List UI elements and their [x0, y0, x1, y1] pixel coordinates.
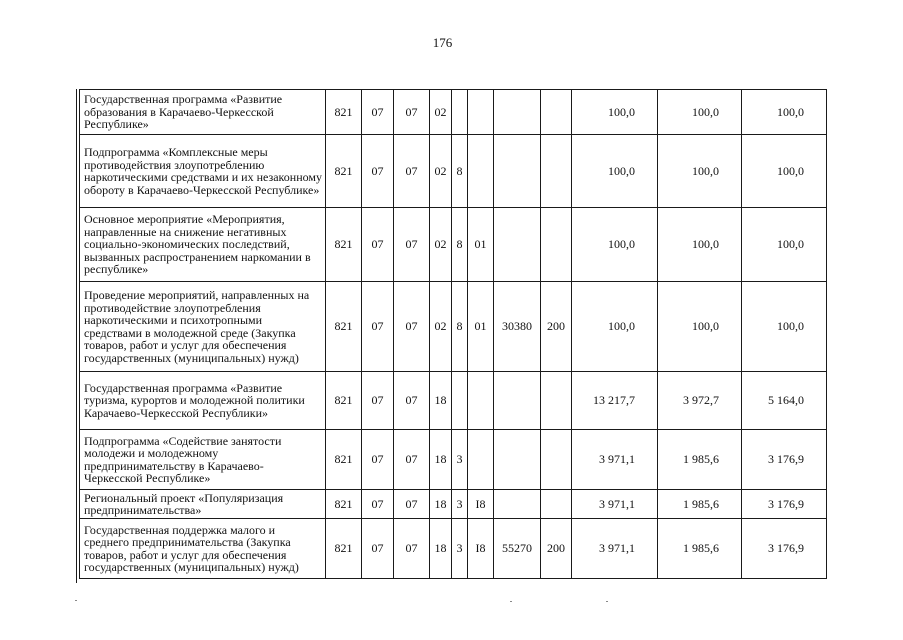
row-subsection-code: 07 [394, 372, 430, 430]
row-direction-code [494, 372, 541, 430]
row-sum-year-1: 3 971,1 [572, 490, 658, 519]
row-direction-code [494, 430, 541, 490]
row-sum-year-3: 100,0 [742, 90, 827, 135]
row-section-code: 07 [362, 490, 394, 519]
row-subsection-code: 07 [394, 135, 430, 208]
row-ministry-code: 821 [326, 282, 362, 372]
row-program-code: 18 [430, 490, 452, 519]
row-direction-code [494, 90, 541, 135]
row-name: Основное мероприятие «Мероприятия, направленные на снижение негативных социально-экономических последствий, вызванных распространением наркомании в республике» [80, 208, 326, 282]
row-event-code: I8 [468, 490, 494, 519]
row-ministry-code: 821 [326, 135, 362, 208]
table-row [80, 430, 827, 490]
row-sum-year-3: 5 164,0 [742, 372, 827, 430]
row-section-code: 07 [362, 135, 394, 208]
row-expense-type-code: 200 [541, 282, 572, 372]
row-section-code: 07 [362, 372, 394, 430]
row-subprogram-code: 3 [452, 519, 468, 579]
row-ministry-code: 821 [326, 519, 362, 579]
row-expense-type-code [541, 208, 572, 282]
row-event-code [468, 372, 494, 430]
row-subsection-code: 07 [394, 430, 430, 490]
row-sum-year-2: 3 972,7 [658, 372, 742, 430]
row-ministry-code: 821 [326, 90, 362, 135]
row-program-code: 18 [430, 372, 452, 430]
row-direction-code: 30380 [494, 282, 541, 372]
row-event-code: 01 [468, 208, 494, 282]
row-sum-year-1: 3 971,1 [572, 430, 658, 490]
row-name: Региональный проект «Популяризация предпринимательства» [80, 490, 326, 519]
row-ministry-code: 821 [326, 208, 362, 282]
row-name: Государственная программа «Развитие образования в Карачаево-Черкесской Республике» [80, 90, 326, 135]
row-expense-type-code: 200 [541, 519, 572, 579]
row-sum-year-2: 100,0 [658, 208, 742, 282]
row-ministry-code: 821 [326, 490, 362, 519]
scan-speck [510, 601, 512, 602]
table-row [80, 208, 827, 282]
row-program-code: 02 [430, 208, 452, 282]
row-subsection-code: 07 [394, 282, 430, 372]
row-section-code: 07 [362, 282, 394, 372]
row-program-code: 02 [430, 135, 452, 208]
row-sum-year-3: 3 176,9 [742, 519, 827, 579]
row-program-code: 02 [430, 90, 452, 135]
row-direction-code [494, 490, 541, 519]
scan-speck [75, 600, 77, 601]
row-program-code: 02 [430, 282, 452, 372]
left-margin-rule [76, 89, 77, 583]
row-expense-type-code [541, 430, 572, 490]
table-body [80, 90, 827, 579]
row-event-code: 01 [468, 282, 494, 372]
table-row [80, 90, 827, 135]
page-number: 176 [432, 35, 453, 50]
budget-table [79, 89, 827, 579]
row-subsection-code: 07 [394, 208, 430, 282]
row-expense-type-code [541, 135, 572, 208]
row-subprogram-code: 8 [452, 135, 468, 208]
row-sum-year-3: 3 176,9 [742, 430, 827, 490]
row-sum-year-2: 100,0 [658, 135, 742, 208]
row-subsection-code: 07 [394, 519, 430, 579]
row-name: Государственная программа «Развитие туризма, курортов и молодежной политики Карачаево-Черкесской Республики» [80, 372, 326, 430]
scan-speck [606, 601, 608, 602]
row-subsection-code: 07 [394, 90, 430, 135]
row-program-code: 18 [430, 430, 452, 490]
row-direction-code [494, 135, 541, 208]
row-subprogram-code [452, 372, 468, 430]
row-sum-year-2: 1 985,6 [658, 519, 742, 579]
row-subprogram-code: 8 [452, 282, 468, 372]
row-event-code: I8 [468, 519, 494, 579]
row-expense-type-code [541, 490, 572, 519]
row-name: Подпрограмма «Комплексные меры противодействия злоупотреблению наркотическими средствами и их незаконному обороту в Карачаево-Черкесской Республике» [80, 135, 326, 208]
row-program-code: 18 [430, 519, 452, 579]
row-name: Подпрограмма «Содействие занятости молодежи и молодежному предпринимательству в Карачаево-Черкесской Республике» [80, 430, 326, 490]
table-row [80, 519, 827, 579]
row-event-code [468, 90, 494, 135]
row-section-code: 07 [362, 90, 394, 135]
row-sum-year-3: 100,0 [742, 208, 827, 282]
row-sum-year-1: 100,0 [572, 282, 658, 372]
row-direction-code: 55270 [494, 519, 541, 579]
row-sum-year-1: 100,0 [572, 90, 658, 135]
row-direction-code [494, 208, 541, 282]
row-sum-year-1: 100,0 [572, 135, 658, 208]
row-sum-year-3: 100,0 [742, 282, 827, 372]
row-subsection-code: 07 [394, 490, 430, 519]
table-row [80, 490, 827, 519]
row-subprogram-code: 3 [452, 430, 468, 490]
table-row [80, 282, 827, 372]
row-subprogram-code [452, 90, 468, 135]
table-row [80, 372, 827, 430]
row-expense-type-code [541, 90, 572, 135]
row-sum-year-2: 100,0 [658, 90, 742, 135]
row-section-code: 07 [362, 430, 394, 490]
row-sum-year-1: 13 217,7 [572, 372, 658, 430]
row-name: Государственная поддержка малого и среднего предпринимательства (Закупка товаров, работ и услуг для обеспечения государственных (муниципальных) нужд) [80, 519, 326, 579]
row-sum-year-1: 100,0 [572, 208, 658, 282]
row-sum-year-3: 3 176,9 [742, 490, 827, 519]
row-expense-type-code [541, 372, 572, 430]
row-sum-year-2: 1 985,6 [658, 490, 742, 519]
row-event-code [468, 430, 494, 490]
row-sum-year-2: 1 985,6 [658, 430, 742, 490]
row-subprogram-code: 3 [452, 490, 468, 519]
row-ministry-code: 821 [326, 430, 362, 490]
row-event-code [468, 135, 494, 208]
row-section-code: 07 [362, 519, 394, 579]
row-sum-year-3: 100,0 [742, 135, 827, 208]
row-ministry-code: 821 [326, 372, 362, 430]
row-name: Проведение мероприятий, направленных на противодействие злоупотребления наркотическими и психотропными средствами в молодежной среде (Закупка товаров, работ и услуг для обеспечения государственных (муниципальных) нужд) [80, 282, 326, 372]
row-sum-year-1: 3 971,1 [572, 519, 658, 579]
table-row [80, 135, 827, 208]
row-sum-year-2: 100,0 [658, 282, 742, 372]
row-section-code: 07 [362, 208, 394, 282]
row-subprogram-code: 8 [452, 208, 468, 282]
